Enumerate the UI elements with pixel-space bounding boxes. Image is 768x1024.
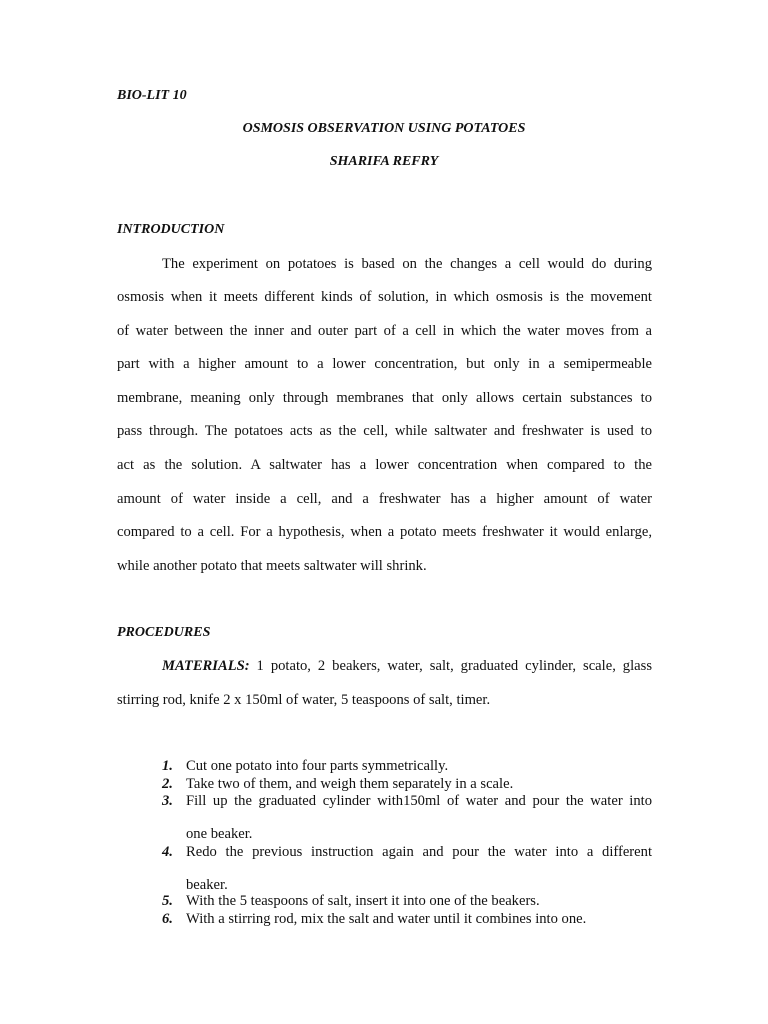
materials-text: 1 potato, 2 beakers, water, salt, graduated cylinder, scale, glass	[249, 658, 652, 674]
step-number: 6.	[162, 911, 173, 927]
step-text-continued: one beaker.	[186, 826, 253, 842]
document-title-text: OSMOSIS OBSERVATION USING POTATOES	[242, 121, 526, 136]
step-text: With the 5 teaspoons of salt, insert it into one of the beakers.	[186, 893, 540, 909]
step-text: Redo the previous instruction again and pour the water into a different	[186, 844, 652, 860]
paragraph-line: act as the solution. A saltwater has a lower concentration when compared to the	[117, 457, 652, 473]
paragraph-line: membrane, meaning only through membranes that only allows certain substances to	[117, 390, 652, 406]
paragraph-line: amount of water inside a cell, and a freshwater has a higher amount of water	[117, 491, 652, 507]
document-title	[0, 121, 768, 137]
course-code: BIO-LIT 10	[117, 88, 187, 103]
paragraph-line: osmosis when it meets different kinds of solution, in which osmosis is the movement	[117, 289, 652, 305]
step-number: 2.	[162, 776, 173, 792]
author-name: SHARIFA REFRY	[329, 154, 439, 169]
step-text: Cut one potato into four parts symmetrically.	[186, 758, 449, 774]
step-number: 1.	[162, 758, 173, 774]
step-text: Fill up the graduated cylinder with150ml of water and pour the water into	[186, 793, 652, 809]
step-text: With a stirring rod, mix the salt and water until it combines into one.	[186, 911, 587, 927]
step-number: 4.	[162, 844, 173, 860]
paragraph-line: of water between the inner and outer part of a cell in which the water moves from a	[117, 323, 652, 339]
materials-label: MATERIALS:	[162, 658, 250, 674]
materials-line-continued: stirring rod, knife 2 x 150ml of water, 5 teaspoons of salt, timer.	[117, 692, 491, 708]
step-text: Take two of them, and weigh them separately in a scale.	[186, 776, 514, 792]
step-number: 3.	[162, 793, 173, 809]
paragraph-line: The experiment on potatoes is based on the changes a cell would do during	[162, 256, 652, 272]
procedures-heading: PROCEDURES	[117, 625, 211, 640]
materials-line	[162, 656, 652, 676]
paragraph-line: compared to a cell. For a hypothesis, when a potato meets freshwater it would enlarge,	[117, 524, 652, 540]
paragraph-line: while another potato that meets saltwater will shrink.	[117, 558, 427, 574]
step-number: 5.	[162, 893, 173, 909]
step-text-continued: beaker.	[186, 877, 228, 893]
paragraph-line: pass through. The potatoes acts as the cell, while saltwater and freshwater is used to	[117, 423, 652, 439]
paragraph-line: part with a higher amount to a lower concentration, but only in a semipermeable	[117, 356, 652, 372]
introduction-heading: INTRODUCTION	[117, 222, 225, 237]
